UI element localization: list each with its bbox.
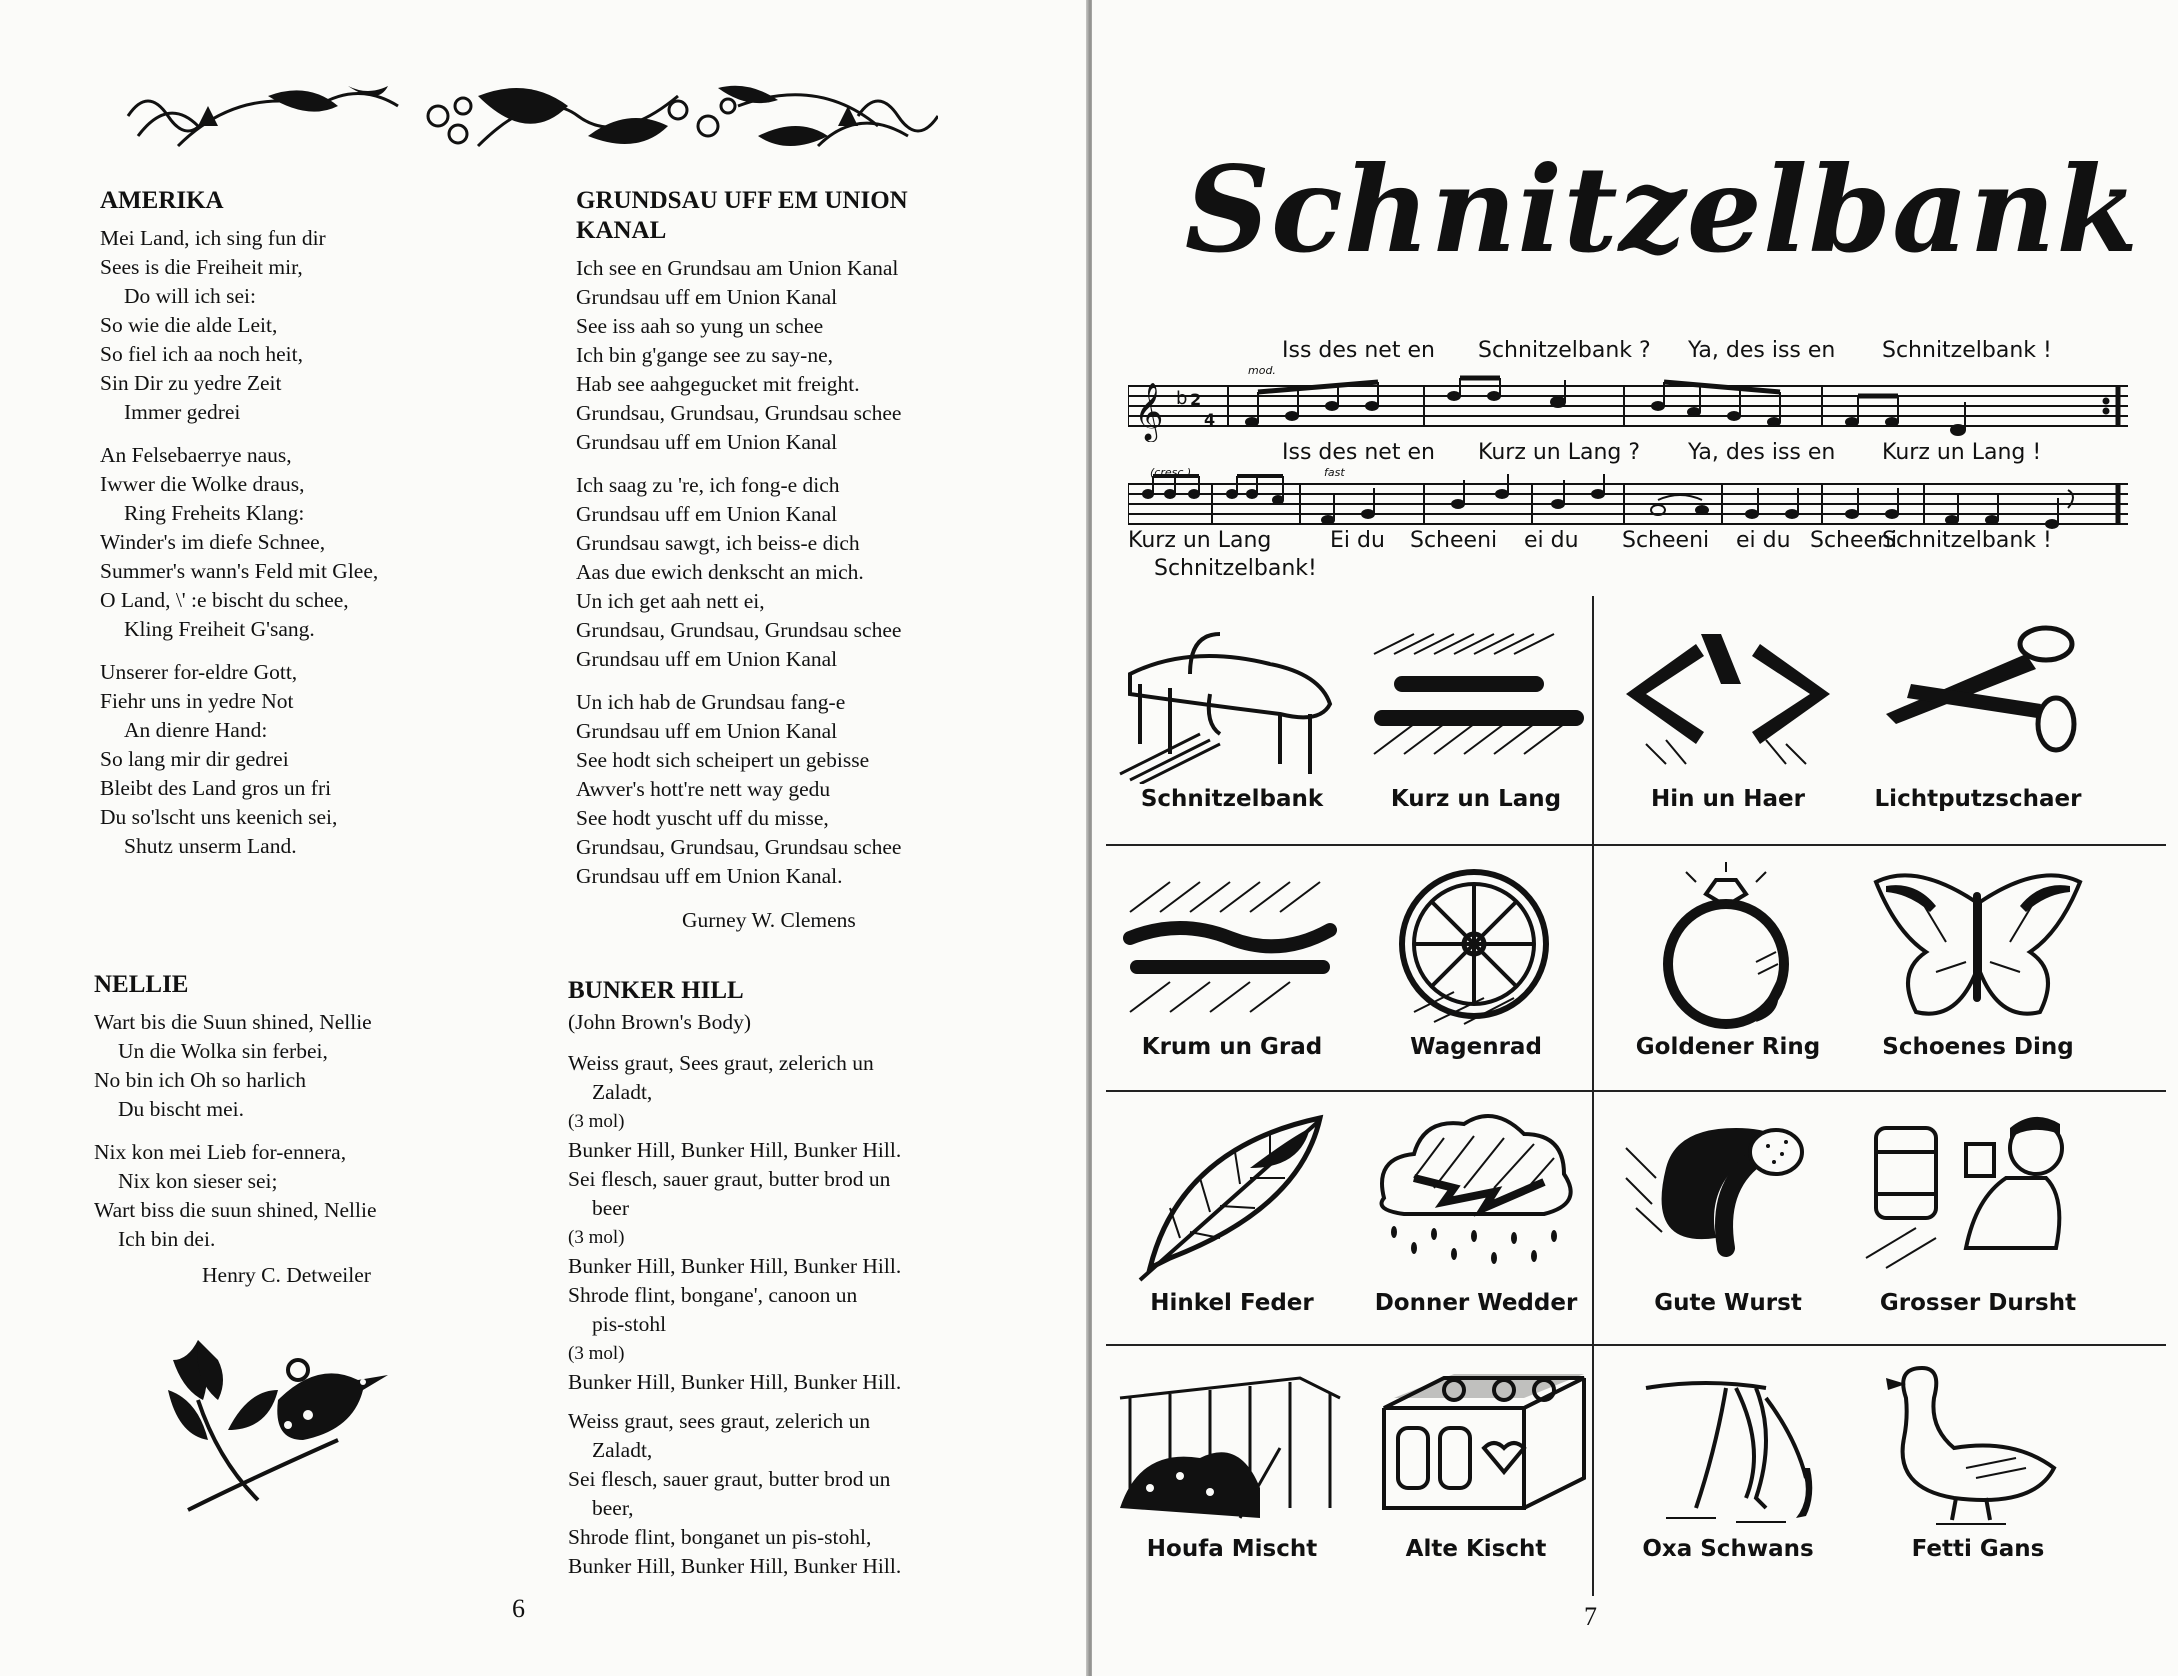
picture-label: Gute Wurst bbox=[1654, 1290, 1802, 1316]
lyric-line: Grundsau uff em Union Kanal bbox=[576, 285, 838, 309]
picture-label: Krum un Grad bbox=[1141, 1034, 1323, 1060]
picture-label: Schoenes Ding bbox=[1882, 1034, 2074, 1060]
lyric-line: An dienre Hand: bbox=[124, 718, 268, 742]
picture-cell bbox=[1110, 614, 1354, 814]
old-chest-icon bbox=[1354, 1358, 1598, 1534]
lyric-line: Sees is die Freiheit mir, bbox=[100, 255, 303, 279]
lyric-line: Fiehr uns in yedre Not bbox=[100, 689, 294, 713]
picture-cell bbox=[1856, 1108, 2100, 1316]
lyric-line: Immer gedrei bbox=[124, 400, 241, 424]
picture-label: Wagenrad bbox=[1410, 1034, 1542, 1060]
lyric-line: Shutz unserm Land. bbox=[124, 834, 297, 858]
lyric-line: beer bbox=[592, 1196, 629, 1220]
lyric-line: Weiss graut, sees graut, zelerich un bbox=[568, 1409, 871, 1433]
music-lyric: ei du bbox=[1524, 528, 1579, 553]
music-lyric: Scheeni bbox=[1622, 528, 1710, 553]
music-lyric: Iss des net en bbox=[1282, 338, 1435, 363]
grid-divider-horizontal bbox=[1106, 844, 2166, 846]
song-title: BUNKER HILL bbox=[568, 977, 744, 1004]
lyric-line: Do will ich sei: bbox=[124, 284, 256, 308]
crooked-straight-icon bbox=[1110, 862, 1354, 1032]
music-lyric: ei du bbox=[1736, 528, 1791, 553]
lyric-line: Sei flesch, sauer graut, butter brod un bbox=[568, 1167, 891, 1191]
music-lyric: Kurz un Lang ? bbox=[1478, 440, 1641, 465]
lyric-line: pis-stohl bbox=[592, 1312, 667, 1336]
music-lyric: Schnitzelbank! bbox=[1154, 556, 1317, 581]
picture-cell bbox=[1856, 862, 2100, 1062]
short-long-icon bbox=[1354, 614, 1598, 784]
lyric-line: So lang mir dir gedrei bbox=[100, 747, 289, 771]
picture-cell bbox=[1606, 862, 1850, 1062]
lyric-line: O Land, \' :e bischt du schee, bbox=[100, 588, 349, 612]
song-subtitle: (John Brown's Body) bbox=[568, 1010, 752, 1034]
lyric-line: Nix kon sieser sei; bbox=[118, 1169, 278, 1193]
lyric-line: Un die Wolka sin ferbei, bbox=[118, 1039, 328, 1063]
lyric-line: Un ich hab de Grundsau fang-e bbox=[576, 690, 846, 714]
picture-cell bbox=[1606, 614, 1850, 814]
stanza bbox=[576, 688, 996, 891]
ox-tail-icon bbox=[1606, 1358, 1850, 1534]
lyric-line: Grundsau, Grundsau, Grundsau schee bbox=[576, 835, 902, 859]
hin-haer-icon bbox=[1606, 614, 1850, 784]
music-lyric: Schnitzelbank ! bbox=[1882, 338, 2052, 363]
goose-icon bbox=[1856, 1358, 2100, 1534]
song-author: Gurney W. Clemens bbox=[682, 908, 856, 932]
lyric-line: Bunker Hill, Bunker Hill, Bunker Hill. bbox=[568, 1138, 902, 1162]
song-grundsau bbox=[576, 186, 996, 935]
bench-icon bbox=[1110, 614, 1354, 784]
lyric-line: Shrode flint, bonganet un pis-stohl, bbox=[568, 1525, 872, 1549]
lyric-line: Un ich get aah nett ei, bbox=[576, 589, 765, 613]
picture-label: Donner Wedder bbox=[1374, 1290, 1578, 1316]
lyric-line: So wie die alde Leit, bbox=[100, 313, 278, 337]
lyric-line: Sei flesch, sauer graut, butter brod un bbox=[568, 1467, 891, 1491]
lyric-line: Du bischt mei. bbox=[118, 1097, 244, 1121]
lyric-line: See iss aah so yung un schee bbox=[576, 314, 824, 338]
svg-text:b: b bbox=[1176, 388, 1188, 409]
song-bunker-hill bbox=[568, 976, 1008, 1581]
manure-pile-icon bbox=[1110, 1358, 1354, 1534]
grid-divider-horizontal bbox=[1106, 1344, 2166, 1346]
lyric-line: Du so'lscht uns keenich sei, bbox=[100, 805, 338, 829]
lyric-line: Aas due ewich denkscht an mich. bbox=[576, 560, 864, 584]
grid-divider-horizontal bbox=[1106, 1090, 2166, 1092]
right-page bbox=[1092, 0, 2178, 1676]
lyric-line: Ich see en Grundsau am Union Kanal bbox=[576, 256, 899, 280]
picture-label: Hin un Haer bbox=[1651, 786, 1805, 812]
picture-cell bbox=[1354, 614, 1598, 814]
lyric-line: Unserer for-eldre Gott, bbox=[100, 660, 298, 684]
stanza bbox=[100, 441, 520, 644]
picture-label: Alte Kischt bbox=[1405, 1536, 1547, 1562]
lyric-line: Grundsau uff em Union Kanal bbox=[576, 719, 838, 743]
stanza bbox=[576, 254, 996, 457]
storm-cloud-icon bbox=[1354, 1108, 1598, 1288]
song-amerika bbox=[100, 186, 520, 875]
ring-icon bbox=[1606, 862, 1850, 1032]
picture-cell bbox=[1354, 862, 1598, 1062]
picture-cell bbox=[1354, 1358, 1598, 1562]
song-title: AMERIKA bbox=[100, 187, 224, 214]
picture-cell bbox=[1856, 1358, 2100, 1562]
picture-label: Goldener Ring bbox=[1635, 1034, 1821, 1060]
music-staff-1 bbox=[1128, 372, 2128, 442]
stanza bbox=[94, 1138, 524, 1254]
lyric-line: Ring Freheits Klang: bbox=[124, 501, 305, 525]
lyric-line: (3 mol) bbox=[568, 1343, 625, 1364]
cresc-mark: (cresc.) bbox=[1150, 466, 1192, 479]
picture-label: Oxa Schwans bbox=[1642, 1536, 1814, 1562]
lyric-line: Grundsau uff em Union Kanal bbox=[576, 430, 838, 454]
music-lyric: Iss des net en bbox=[1282, 440, 1435, 465]
page-title: Schnitzelbank bbox=[1184, 140, 2140, 279]
picture-cell bbox=[1354, 1108, 1598, 1316]
lyric-line: Ich bin g'gange see zu say-ne, bbox=[576, 343, 833, 367]
picture-label: Grosser Dursht bbox=[1879, 1290, 2077, 1316]
picture-label: Houfa Mischt bbox=[1146, 1536, 1318, 1562]
svg-text:2: 2 bbox=[1190, 390, 1202, 409]
lyric-line: So fiel ich aa noch heit, bbox=[100, 342, 303, 366]
song-title: NELLIE bbox=[94, 971, 189, 998]
lyric-line: Hab see aahgegucket mit freight. bbox=[576, 372, 860, 396]
lyric-line: (3 mol) bbox=[568, 1227, 625, 1248]
page-number: 7 bbox=[1584, 1602, 1597, 1631]
lyric-line: Mei Land, ich sing fun dir bbox=[100, 226, 326, 250]
stanza bbox=[100, 658, 520, 861]
picture-label: Hinkel Feder bbox=[1150, 1290, 1314, 1316]
lyric-line: See hodt yuscht uff du misse, bbox=[576, 806, 829, 830]
lyric-line: Winder's im diefe Schnee, bbox=[100, 530, 326, 554]
music-lyric: Kurz un Lang bbox=[1128, 528, 1272, 553]
lyric-line: (3 mol) bbox=[568, 1111, 625, 1132]
lyric-line: An Felsebaerrye naus, bbox=[100, 443, 292, 467]
fast-mark: fast bbox=[1324, 466, 1345, 479]
stanza bbox=[94, 1008, 524, 1124]
lyric-line: Wart biss die suun shined, Nellie bbox=[94, 1198, 377, 1222]
sausage-icon bbox=[1606, 1108, 1850, 1288]
lyric-line: Bunker Hill, Bunker Hill, Bunker Hill. bbox=[568, 1254, 902, 1278]
lyric-line: Shrode flint, bongane', canoon un bbox=[568, 1283, 858, 1307]
lyric-line: beer, bbox=[592, 1496, 634, 1520]
picture-label: Schnitzelbank bbox=[1140, 786, 1324, 812]
lyric-line: Nix kon mei Lieb for-ennera, bbox=[94, 1140, 347, 1164]
stanza bbox=[100, 224, 520, 427]
picture-label: Lichtputzschaer bbox=[1874, 786, 2082, 812]
song-author: Henry C. Detweiler bbox=[202, 1263, 371, 1287]
picture-cell bbox=[1606, 1358, 1850, 1562]
lyric-line: Sin Dir zu yedre Zeit bbox=[100, 371, 282, 395]
lyric-line: No bin ich Oh so harlich bbox=[94, 1068, 306, 1092]
picture-label: Kurz un Lang bbox=[1390, 786, 1562, 812]
song-nellie bbox=[94, 970, 524, 1290]
lyric-line: Zaladt, bbox=[592, 1438, 653, 1462]
music-lyric: Ya, des iss en bbox=[1688, 440, 1836, 465]
picture-cell bbox=[1856, 614, 2100, 814]
music-lyric: Kurz un Lang ! bbox=[1882, 440, 2042, 465]
lyric-line: See hodt sich scheipert un gebisse bbox=[576, 748, 870, 772]
stanza bbox=[576, 471, 996, 674]
song-title: GRUNDSAU UFF EM UNION KANAL bbox=[576, 187, 908, 244]
lyric-line: Bunker Hill, Bunker Hill, Bunker Hill. bbox=[568, 1370, 902, 1394]
music-lyric: Scheeni bbox=[1410, 528, 1498, 553]
lyric-line: Bleibt des Land gros un fri bbox=[100, 776, 332, 800]
lyric-line: Grundsau uff em Union Kanal. bbox=[576, 864, 843, 888]
lyric-line: Weiss graut, Sees graut, zelerich un bbox=[568, 1051, 874, 1075]
lyric-line: Kling Freiheit G'sang. bbox=[124, 617, 315, 641]
picture-cell bbox=[1110, 1108, 1354, 1316]
wagon-wheel-icon bbox=[1354, 862, 1598, 1032]
lyric-line: Grundsau sawgt, ich beiss-e dich bbox=[576, 531, 860, 555]
svg-text:4: 4 bbox=[1204, 410, 1216, 429]
music-lyric: Ya, des iss en bbox=[1688, 338, 1836, 363]
feather-icon bbox=[1110, 1108, 1354, 1288]
lyric-line: Wart bis die Suun shined, Nellie bbox=[94, 1010, 372, 1034]
lyric-line: Bunker Hill, Bunker Hill, Bunker Hill. bbox=[568, 1554, 902, 1578]
picture-label: Fetti Gans bbox=[1911, 1536, 2045, 1562]
lyric-line: Ich saag zu 're, ich fong-e dich bbox=[576, 473, 840, 497]
lyric-line: Grundsau uff em Union Kanal bbox=[576, 647, 838, 671]
left-page bbox=[0, 0, 1088, 1676]
folk-art-header-ornament bbox=[118, 76, 938, 168]
lyric-line: Iwwer die Wolke draus, bbox=[100, 472, 305, 496]
butterfly-icon bbox=[1856, 862, 2100, 1032]
music-lyric: Scheeni bbox=[1810, 528, 1898, 553]
picture-cell bbox=[1606, 1108, 1850, 1316]
picture-cell bbox=[1110, 1358, 1354, 1562]
lyric-line: Summer's wann's Feld mit Glee, bbox=[100, 559, 379, 583]
thirsty-man-icon bbox=[1856, 1108, 2100, 1288]
picture-cell bbox=[1110, 862, 1354, 1062]
scissors-icon bbox=[1856, 614, 2100, 784]
tempo-mark: mod. bbox=[1248, 364, 1276, 377]
page-number: 6 bbox=[512, 1594, 525, 1623]
lyric-line: Grundsau, Grundsau, Grundsau schee bbox=[576, 401, 902, 425]
music-lyric: Schnitzelbank ! bbox=[1882, 528, 2052, 553]
tulip-bird-ornament bbox=[158, 1330, 398, 1520]
music-lyric: Ei du bbox=[1330, 528, 1385, 553]
music-lyric: Schnitzelbank ? bbox=[1478, 338, 1651, 363]
lyric-line: Grundsau, Grundsau, Grundsau schee bbox=[576, 618, 902, 642]
lyric-line: Awver's hott're nett way gedu bbox=[576, 777, 831, 801]
lyric-line: Zaladt, bbox=[592, 1080, 653, 1104]
lyric-line: Ich bin dei. bbox=[118, 1227, 216, 1251]
svg-text:𝄞: 𝄞 bbox=[1134, 382, 1164, 440]
lyric-line: Grundsau uff em Union Kanal bbox=[576, 502, 838, 526]
